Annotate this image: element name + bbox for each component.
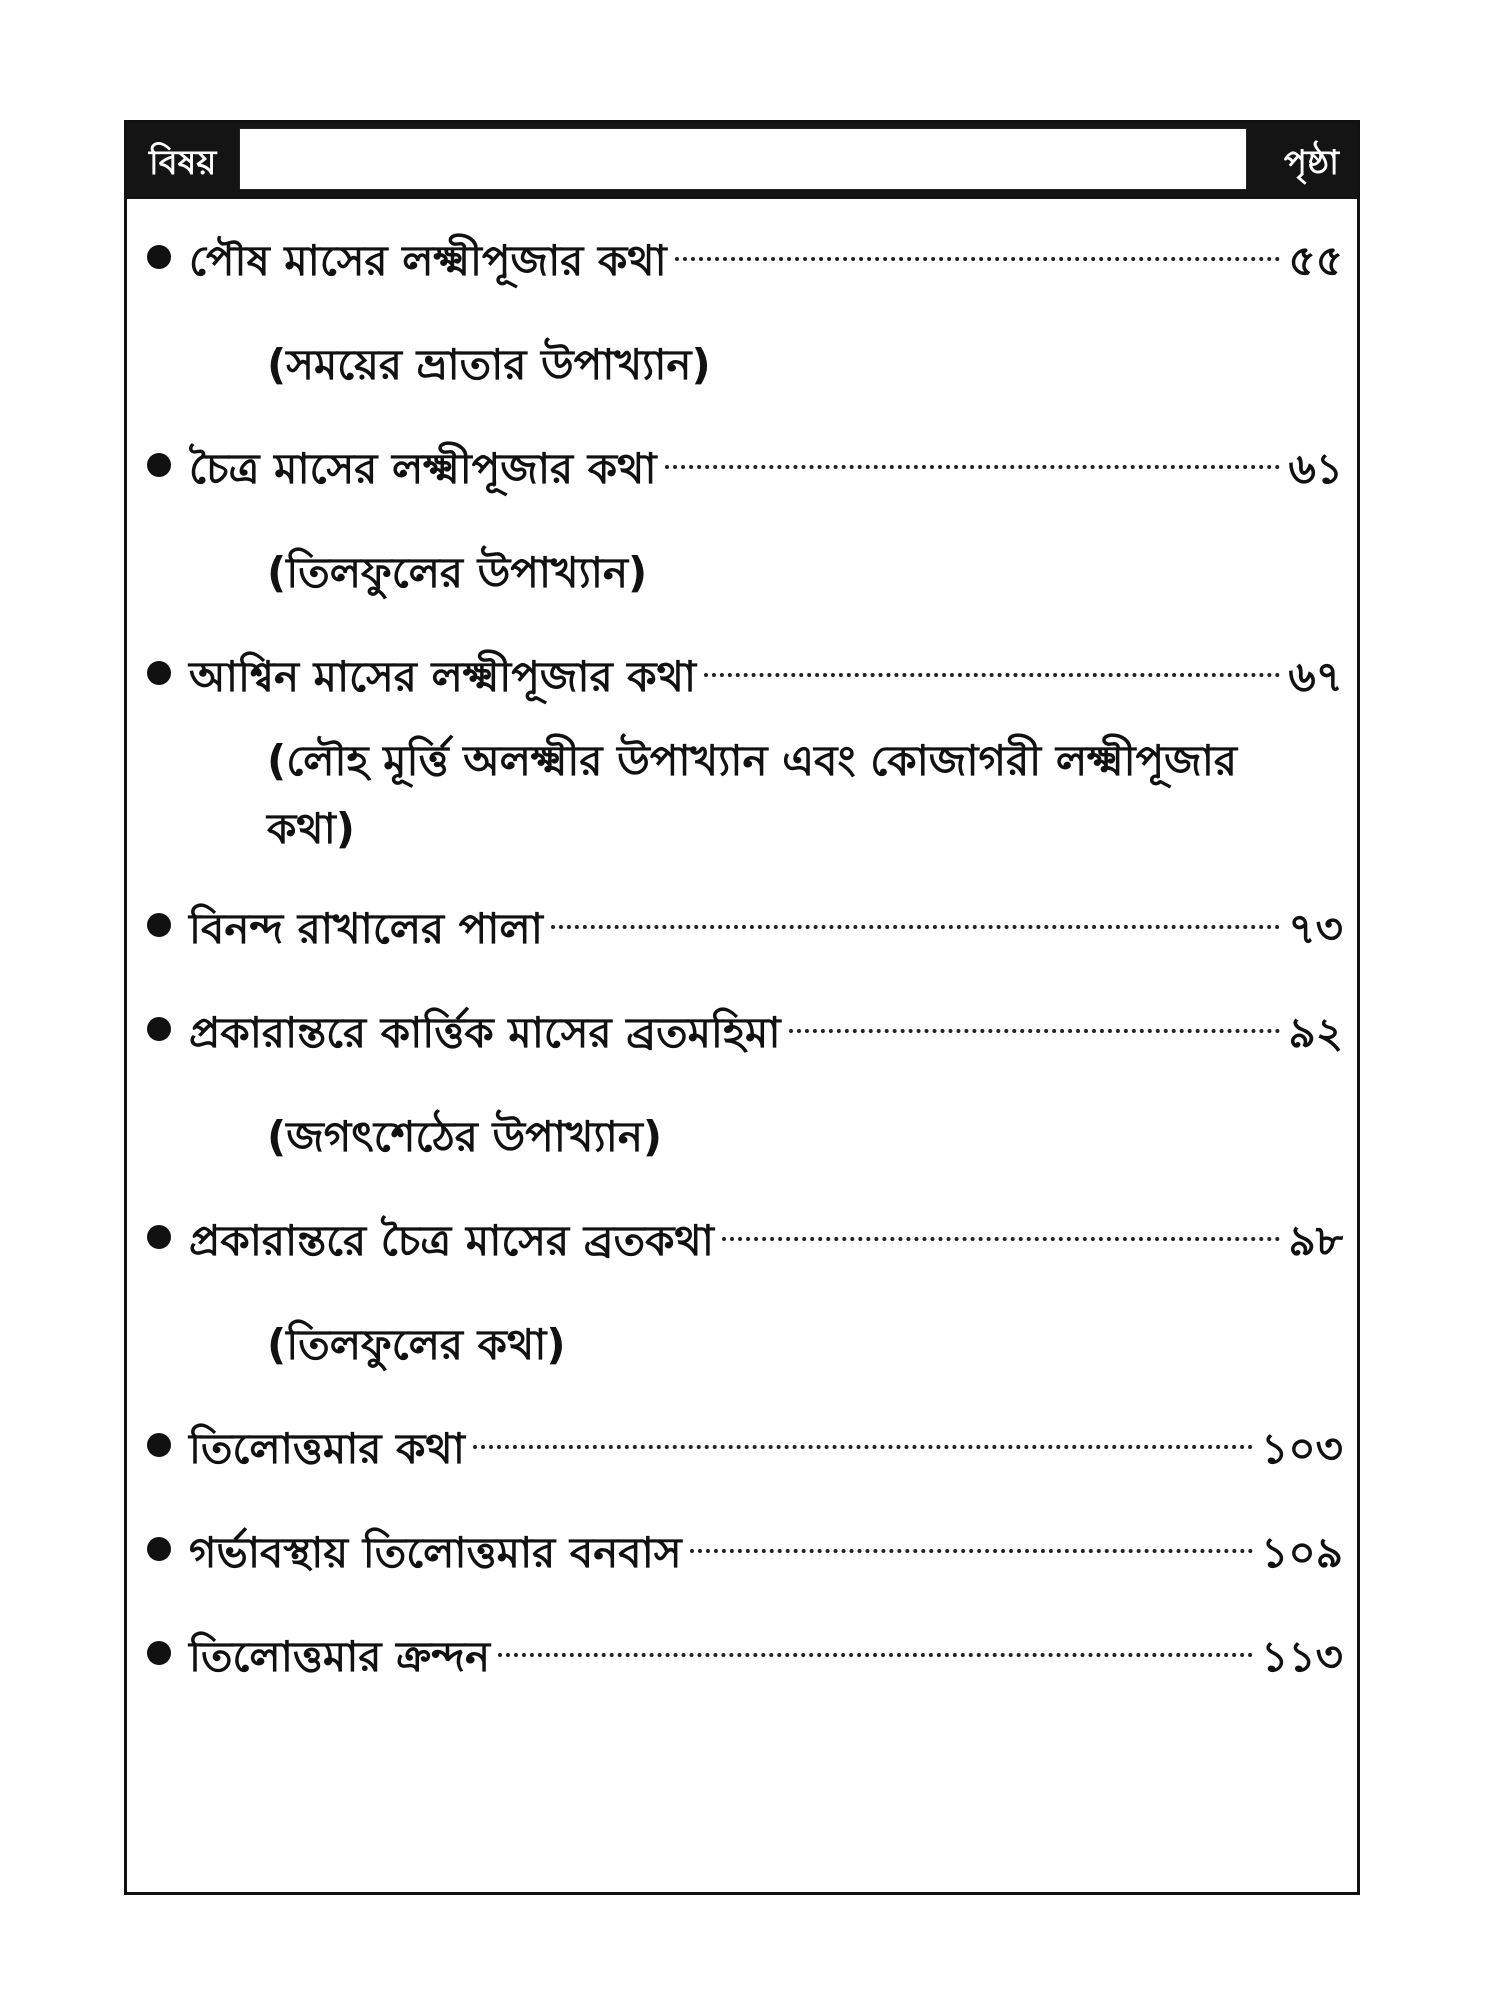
- bullet-icon: [147, 245, 171, 269]
- toc-entry-title: তিলোত্তমার ক্রন্দন: [189, 1632, 491, 1681]
- toc-entry[interactable]: [147, 231, 1343, 291]
- toc-entry-title: পৌষ মাসের লক্ষ্মীপূজার কথা: [189, 236, 667, 285]
- toc-entry-title: তিলোত্তমার কথা: [189, 1424, 465, 1473]
- toc-entry-title: প্রকারান্তরে কার্ত্তিক মাসের ব্রতমহিমা: [189, 1008, 781, 1057]
- toc-entry-title: বিনন্দ রাখালের পালা: [189, 904, 543, 953]
- header-blank-field: [239, 128, 1247, 190]
- dot-leader: [675, 257, 1281, 261]
- contents-header: [127, 123, 1357, 199]
- toc-entry[interactable]: [147, 439, 1343, 499]
- bullet-icon: [147, 1433, 171, 1457]
- subject-header-label: বিষয়: [149, 143, 217, 183]
- toc-entry[interactable]: [147, 1003, 1343, 1063]
- toc-entry-page: ১১৩: [1261, 1632, 1343, 1681]
- toc-entry-page: ৬১: [1288, 444, 1343, 493]
- toc-entry-subtitle: (লৌহ মূর্ত্তি অলক্ষ্মীর উপাখ্যান এবং কোজাগরী লক্ষ্মীপূজার কথা): [267, 736, 1237, 853]
- toc-entry-page: ৬৭: [1288, 652, 1343, 701]
- bullet-icon: [147, 1017, 171, 1041]
- dot-leader: [665, 465, 1281, 469]
- bullet-icon: [147, 1225, 171, 1249]
- toc-entry-page: ৫৫: [1288, 236, 1343, 285]
- toc-entry-subtitle: (তিলফুলের উপাখ্যান): [267, 548, 648, 597]
- bullet-icon: [147, 453, 171, 477]
- toc-entry-page: ৭৩: [1288, 904, 1343, 953]
- bullet-icon: [147, 1537, 171, 1561]
- dot-leader: [722, 1237, 1281, 1241]
- toc-entry-title: আশ্বিন মাসের লক্ষ্মীপূজার কথা: [189, 652, 697, 701]
- table-of-contents: [147, 231, 1343, 1695]
- bullet-icon: [147, 661, 171, 685]
- toc-entry-page: ১০৯: [1261, 1528, 1343, 1577]
- toc-entry[interactable]: [147, 1211, 1343, 1271]
- spacer: [147, 967, 1343, 1003]
- dot-leader: [498, 1653, 1253, 1657]
- dot-leader: [690, 1549, 1254, 1553]
- page-header-label: পৃষ্ঠা: [1283, 143, 1339, 183]
- dot-leader: [473, 1445, 1253, 1449]
- toc-entry[interactable]: [147, 1419, 1343, 1479]
- dot-leader: [551, 925, 1280, 929]
- toc-entry-subtitle: (জগৎশেঠের উপাখ্যান): [267, 1112, 663, 1161]
- toc-entry[interactable]: [147, 899, 1343, 959]
- toc-entry[interactable]: [147, 647, 1343, 707]
- toc-entry-subtitle: (তিলফুলের কথা): [267, 1320, 566, 1369]
- toc-entry-page: ১০৩: [1261, 1424, 1343, 1473]
- contents-page: [124, 120, 1360, 1895]
- toc-entry-title: চৈত্র মাসের লক্ষ্মীপূজার কথা: [189, 444, 657, 493]
- spacer: [147, 1591, 1343, 1627]
- toc-entry[interactable]: [147, 1523, 1343, 1583]
- toc-entry-title: গর্ভাবস্থায় তিলোত্তমার বনবাস: [189, 1528, 682, 1577]
- toc-entry-page: ৯২: [1288, 1008, 1343, 1057]
- bullet-icon: [147, 1641, 171, 1665]
- toc-entry-page: ৯৮: [1288, 1216, 1343, 1265]
- toc-entry-title: প্রকারান্তরে চৈত্র মাসের ব্রতকথা: [189, 1216, 714, 1265]
- dot-leader: [789, 1029, 1281, 1033]
- toc-entry[interactable]: [147, 1627, 1343, 1687]
- bullet-icon: [147, 913, 171, 937]
- spacer: [147, 1487, 1343, 1523]
- dot-leader: [704, 673, 1280, 677]
- toc-entry-subtitle: (সময়ের ভ্রাতার উপাখ্যান): [267, 340, 711, 389]
